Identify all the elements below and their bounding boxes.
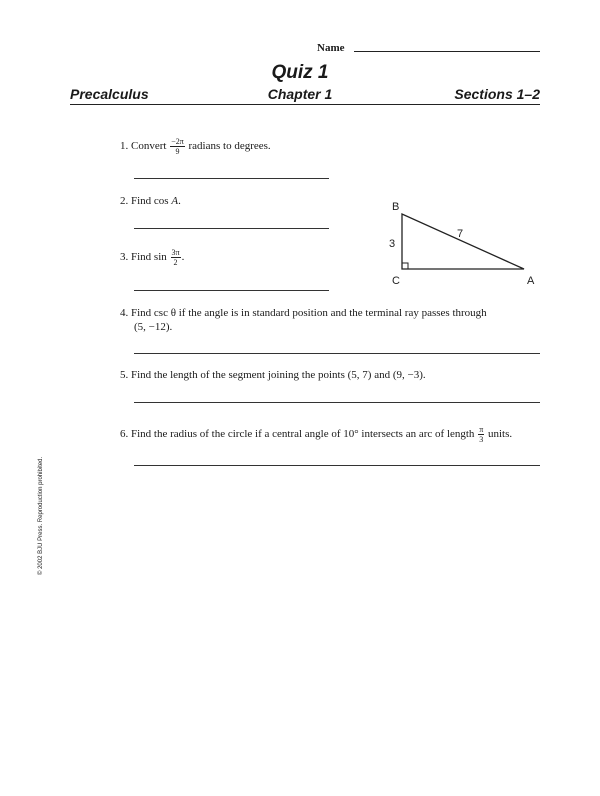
name-field[interactable] [354,51,540,52]
question-number: 4. [120,307,129,319]
header-rule [70,104,540,105]
question-number: 1. [120,140,129,153]
question-number: 2. [120,195,129,207]
answer-line-4[interactable] [134,353,540,354]
chapter-title: Chapter 1 [267,86,333,102]
vertex-a-label: A [527,275,535,287]
triangle-outline [402,214,524,269]
question-1: 1. Convert $\frac{-2\pi}{9}$ radians to degrees. [120,137,271,156]
question-6: 6. Find the radius of the circle if a central angle of 10° intersects an arc of length $\frac{\pi}{3}$ units. [120,425,513,444]
question-3: 3. Find sin $\frac{3\pi}{2}$ . [120,248,185,267]
copyright-notice: © 2002 BJU Press. Reproduction prohibited. [38,456,44,575]
question-4: 4. Find csc θ if the angle is in standard position and the terminal ray passes through [120,307,487,319]
fraction: $\frac{-2\pi}{9}$ [171,137,184,156]
right-angle-mark [402,263,408,269]
side-bc-label: 3 [389,238,396,250]
answer-line-1[interactable] [134,178,329,179]
question-4-continued: (5, −12). [134,321,173,333]
sections-title: Sections 1–2 [454,86,540,102]
fraction: $\frac{3\pi}{2}$ [171,248,180,267]
question-number: 5. [120,369,129,381]
right-triangle-diagram [380,195,550,290]
vertex-c-label: C [392,275,400,287]
answer-line-6[interactable] [134,465,540,466]
answer-line-3[interactable] [134,290,329,291]
question-2: 2. Find cos A. [120,195,181,207]
fraction: $\frac{\pi}{3}$ [479,425,484,444]
side-ba-label: 7 [457,228,464,240]
name-label: Name [317,42,345,54]
course-title: Precalculus [70,86,149,102]
answer-line-2[interactable] [134,228,329,229]
answer-line-5[interactable] [134,402,540,403]
quiz-title: Quiz 1 [271,62,329,83]
vertex-b-label: B [392,201,400,213]
question-5: 5. Find the length of the segment joining the points (5, 7) and (9, −3). [120,369,426,381]
question-number: 3. [120,251,129,264]
question-number: 6. [120,428,129,441]
